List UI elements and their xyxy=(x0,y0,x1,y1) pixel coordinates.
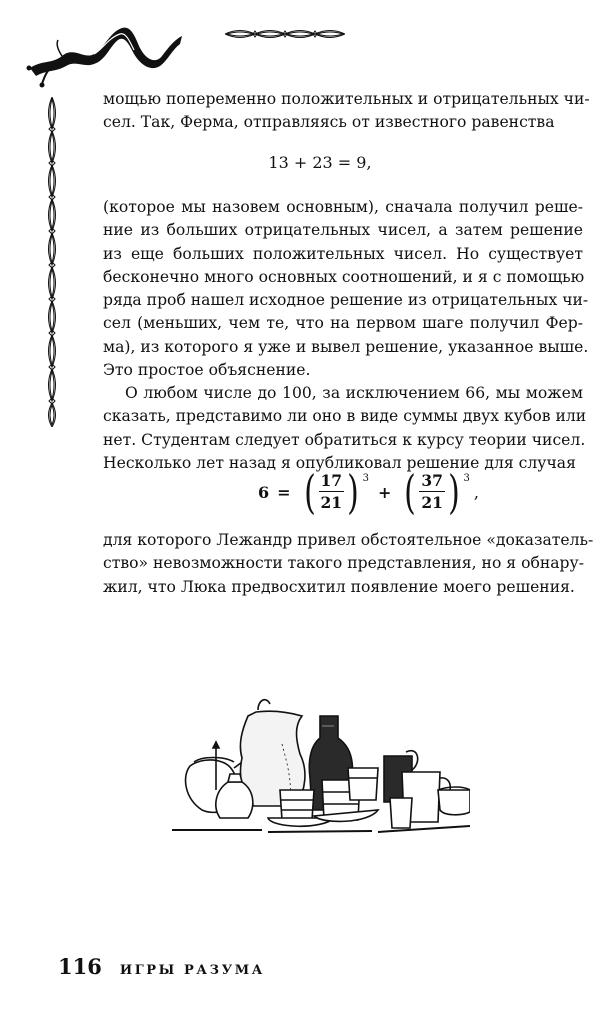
exponent: 3 xyxy=(362,473,370,484)
text-line: ние из больших отрицательных чисел, а затем решение xyxy=(103,221,583,240)
text-line: сказать, представимо ли оно в виде суммы двух кубов или xyxy=(103,407,587,426)
equation-trailing-comma: , xyxy=(473,482,480,502)
chain-border-vertical-icon xyxy=(45,97,59,427)
paragraph-4 xyxy=(103,529,594,599)
equation-fermat: 13 + 23 = 9, xyxy=(268,153,372,172)
paragraph-1 xyxy=(103,88,590,135)
text-line: из еще больших положительных чисел. Но существует xyxy=(103,244,583,263)
equals-sign: = xyxy=(277,482,291,502)
running-head: ИГРЫ РАЗУМА xyxy=(119,963,265,978)
cube-term-2: ( $\frac{37}{21}$ ) 3 xyxy=(404,465,470,519)
text-line: мощью попеременно положительных и отрицательных чи- xyxy=(103,90,590,108)
text-line: О любом числе до 100, за исключением 66, мы можем xyxy=(125,384,583,402)
text-line: для которого Лежандр привел обстоятельное «доказатель- xyxy=(103,531,594,549)
text-line: сел. Так, Ферма, отправляясь от известного равенства xyxy=(103,113,555,132)
text-line: Это простое объяснение. xyxy=(103,361,311,380)
text-line: Несколько лет назад я опубликовал решение для случая xyxy=(103,453,576,472)
still-life-illustration xyxy=(172,686,470,836)
paragraph-2 xyxy=(103,196,589,382)
chain-border-horizontal-icon xyxy=(225,27,345,41)
page-number: 116 xyxy=(58,954,102,979)
plus-sign: + xyxy=(378,482,392,502)
text-line: бесконечно много основных соотношений, и я с помощью xyxy=(103,267,585,286)
text-line: сел (меньших, чем те, что на первом шаге получил Фер- xyxy=(103,314,583,333)
text-line: (которое мы назовем основным), сначала получил реше- xyxy=(103,198,583,216)
exponent: 3 xyxy=(463,473,470,484)
numerator: 37 xyxy=(421,471,443,490)
equation-lhs: 6 xyxy=(258,482,270,502)
ribbon-ornament-icon xyxy=(22,20,187,88)
text-line: жил, что Люка предвосхитил появление моего решения. xyxy=(103,577,575,596)
page-footer xyxy=(58,954,265,979)
text-line: ма), из которого я уже и вывел решение, указанное выше. xyxy=(103,337,589,356)
text-line: нет. Студентам следует обратиться к курсу теории чисел. xyxy=(103,430,586,449)
text-line: ряда проб нашел исходное решение из отрицательных чи- xyxy=(103,291,589,310)
denominator: 21 xyxy=(421,493,443,512)
text-line: ство» невозможности такого представления, но я обнару- xyxy=(103,554,584,573)
numerator: 17 xyxy=(320,471,343,490)
denominator: 21 xyxy=(320,493,343,512)
equation-sum-of-cubes xyxy=(258,462,479,522)
cube-term-1: ( $\frac{17}{21}$ ) 3 xyxy=(303,465,370,519)
